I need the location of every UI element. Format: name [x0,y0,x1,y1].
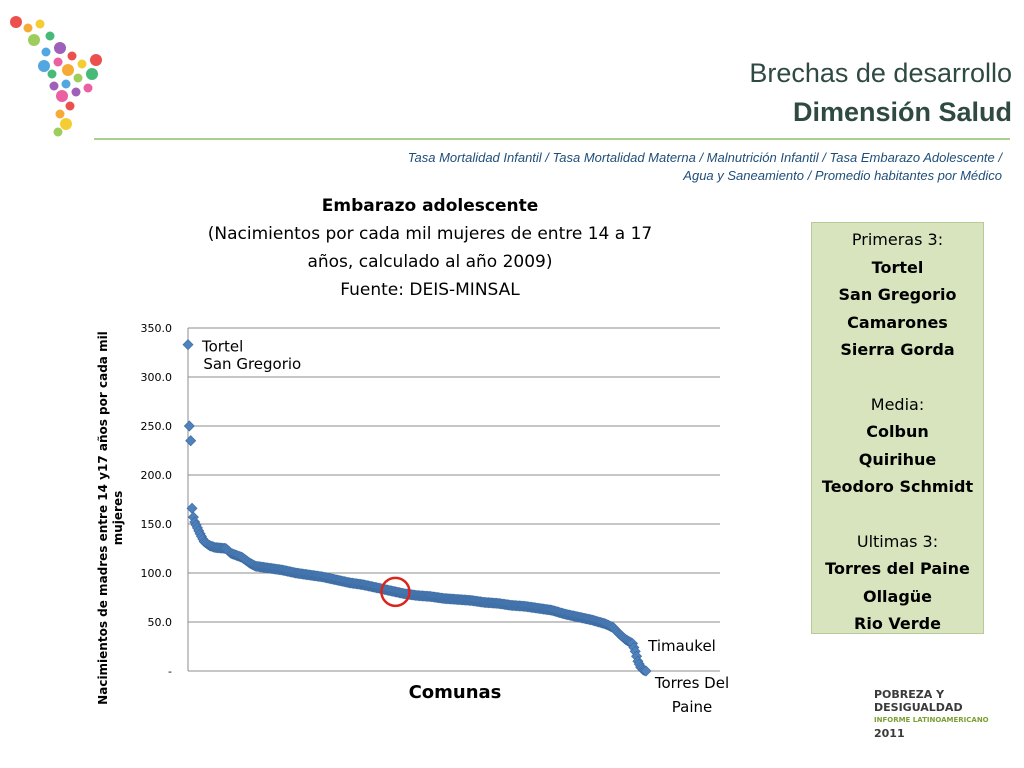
mid-item: Colbun [866,422,929,441]
data-point [184,421,194,431]
y-tick-label: 200.0 [140,469,172,482]
report-logo [874,688,989,740]
bottom-item: Torres del Paine [825,559,970,578]
y-tick-label: 350.0 [140,322,172,335]
point-annotation: Torres Del [654,674,730,692]
y-axis-label: Nacimientos de madres entre 14 y17 años por cada mil mujeres [96,331,125,705]
logo-year: 2011 [874,727,905,740]
bottom-heading: Ultimas 3: [856,531,939,551]
logo-line: POBREZA Y [874,688,945,701]
top-item: San Gregorio [838,285,957,304]
top-heading: Primeras 3: [851,230,944,249]
y-tick-label: 100.0 [140,567,172,580]
point-annotation: San Gregorio [203,355,302,373]
y-tick-label: - [168,665,172,678]
chart-subtitle-3: Fuente: DEIS-MINSAL [340,280,520,300]
point-annotation: Tortel [202,337,244,356]
page-title: Brechas de desarrollo [749,58,1012,88]
data-point [183,340,193,350]
page-subtitle: Dimensión Salud [792,97,1012,127]
logo-line: DESIGUALDAD [874,701,963,714]
mid-heading: Media: [870,394,925,414]
chart-title: Embarazo adolescente [321,196,539,216]
ranking-panel [811,222,984,634]
chart-subtitle-2: años, calculado al año 2009) [307,252,553,272]
x-axis-label: Comunas [408,682,502,703]
mid-item: Quirihue [858,449,937,469]
data-point [186,436,196,446]
mid-item: Teodoro Schmidt [821,477,974,496]
indicators-description: Tasa Mortalidad Infantil / Tasa Mortalidad Materna / Malnutrición Infantil / Tasa Embarazo Adolescente / Agua y Saneamiento / Promedio habitantes por Médico [407,150,1002,183]
top-item: Tortel [871,257,924,277]
logo-line: INFORME LATINOAMERICANO [874,716,989,724]
y-tick-label: 50.0 [147,616,172,629]
y-tick-label: 150.0 [140,518,172,531]
chart-subtitle-1: (Nacimientos por cada mil mujeres de entre 14 a 17 [207,224,653,244]
top-item: Camarones [847,312,948,332]
top-item: Sierra Gorda [840,340,955,359]
point-annotation: Timaukel [648,637,716,656]
y-tick-label: 300.0 [140,371,172,384]
point-annotation: Paine [671,698,713,716]
y-tick-label: 250.0 [140,420,172,433]
bottom-item: Ollagüe [862,586,933,606]
bottom-item: Rio Verde [854,614,941,633]
